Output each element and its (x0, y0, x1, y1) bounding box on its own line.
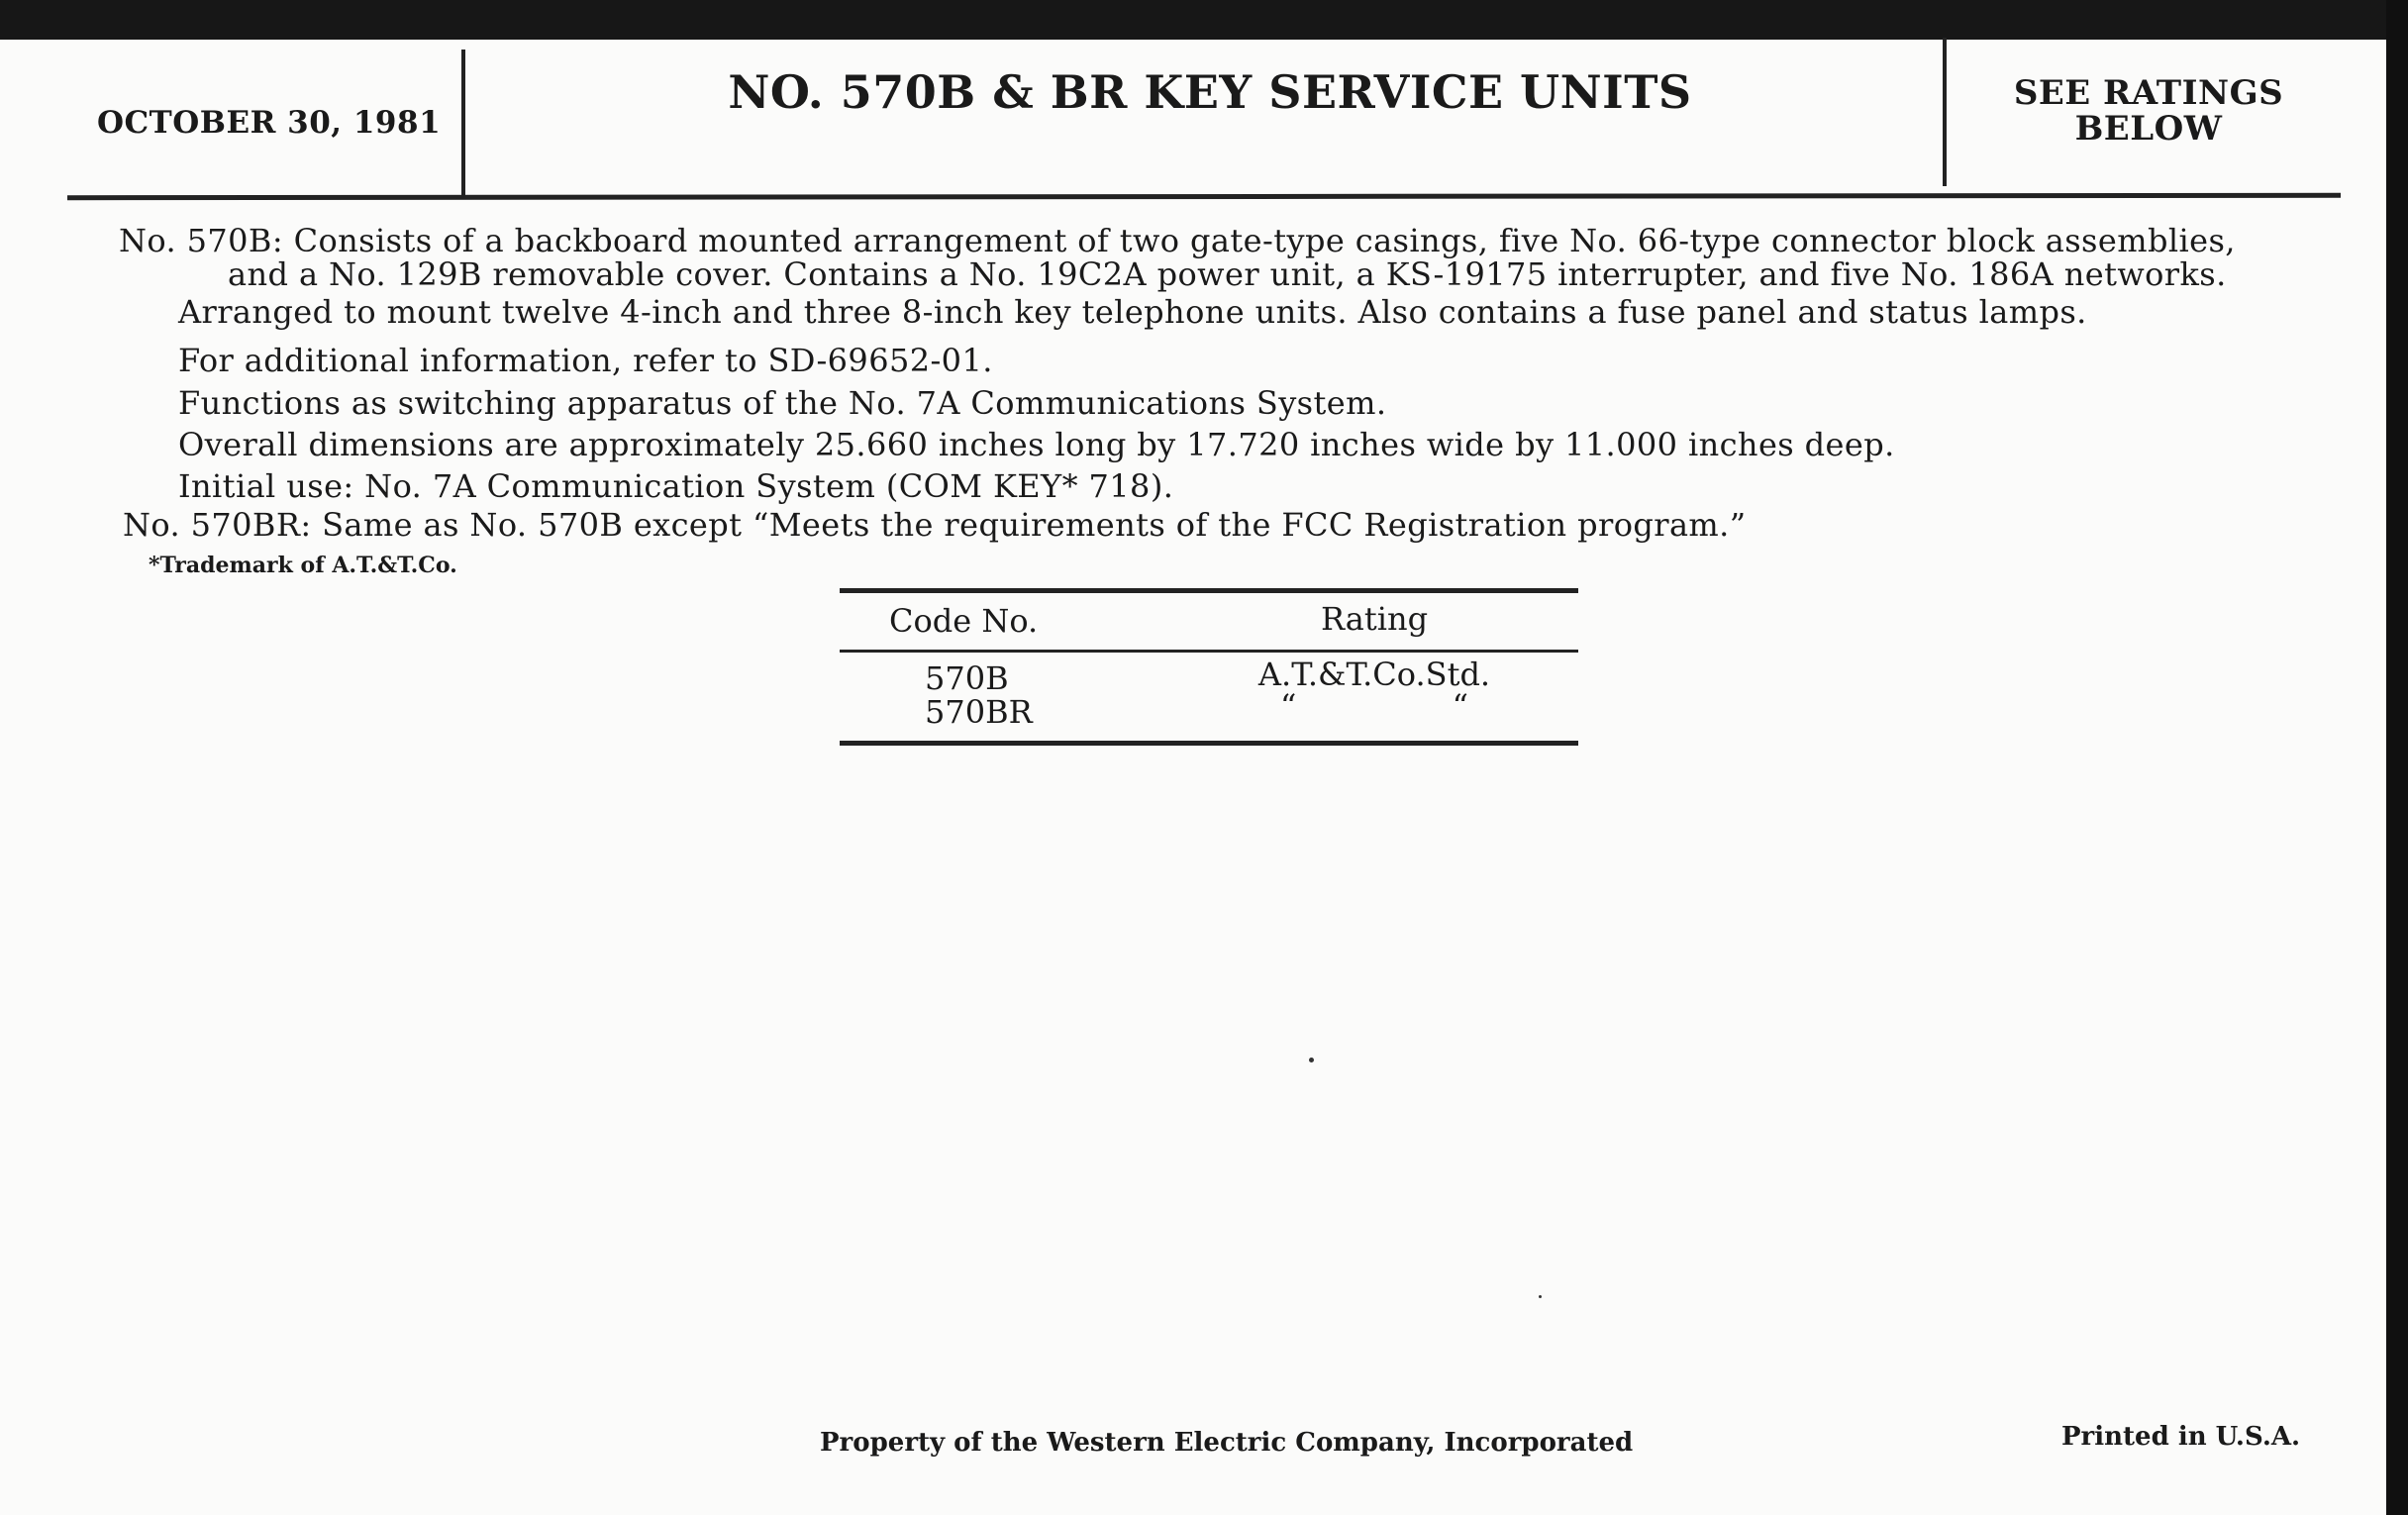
header-rule (67, 193, 2341, 200)
table-header-rule (840, 650, 1578, 653)
description-reference: For additional information, refer to SD-69652-01. (178, 342, 993, 379)
table-cell-rating: A.T.&T.Co.Std. (1257, 656, 1491, 693)
description-570br-text: Same as No. 570B except “Meets the requirements of the FCC Registration program.” (322, 506, 1747, 544)
table-bottom-rule (840, 741, 1578, 746)
ratings-note (1960, 75, 2337, 147)
print-speck (1539, 1295, 1542, 1298)
table-cell-code: 570BR (925, 693, 1033, 731)
table-cell-code: 570B (925, 659, 1009, 697)
ratings-note-line1: SEE RATINGS (2013, 73, 2284, 113)
scan-top-edge (0, 0, 2408, 40)
card-title: NO. 570B & BR KEY SERVICE UNITS (728, 65, 1692, 119)
code-label-570br: No. 570BR: (123, 506, 312, 544)
table-cell-rating-ditto (1280, 687, 1468, 725)
scan-right-edge (2386, 0, 2408, 1515)
footer-ownership: Property of the Western Electric Company, Incorporated (820, 1428, 1634, 1458)
column-header-code: Code No. (889, 602, 1039, 640)
table-top-rule (840, 588, 1578, 593)
column-header-rating: Rating (1320, 600, 1429, 638)
description-mounting: Arranged to mount twelve 4-inch and three 8-inch key telephone units. Also contains a fuse panel and status lamps. (178, 293, 2087, 331)
description-function: Functions as switching apparatus of the No. 7A Communications System. (178, 384, 1387, 422)
description-dimensions: Overall dimensions are approximately 25.660 inches long by 17.720 inches wide by 11.000 inches deep. (178, 426, 1895, 463)
card-date: OCTOBER 30, 1981 (97, 105, 442, 141)
description-initial-use: Initial use: No. 7A Communication System (COM KEY* 718). (178, 467, 1174, 505)
ratings-note-line2: BELOW (2074, 109, 2223, 149)
header-divider-left (461, 50, 465, 198)
ditto-mark: “ (1280, 687, 1297, 725)
trademark-note: *Trademark of A.T.&T.Co. (149, 553, 457, 578)
ditto-mark: “ (1452, 687, 1468, 725)
description-570b-line2: and a No. 129B removable cover. Contains a No. 19C2A power unit, a KS-19175 interrupter, and five No. 186A networks. (228, 255, 2227, 293)
description-570b-line1 (119, 222, 2236, 259)
header-divider-right (1943, 38, 1947, 186)
print-speck (1309, 1058, 1314, 1062)
description-570b-text: Consists of a backboard mounted arrangement of two gate-type casings, five No. 66-type connector block assemblies, (293, 222, 2236, 259)
code-label-570b: No. 570B: (119, 222, 284, 259)
description-570br (123, 506, 1747, 544)
footer-printed-in: Printed in U.S.A. (2061, 1422, 2301, 1452)
